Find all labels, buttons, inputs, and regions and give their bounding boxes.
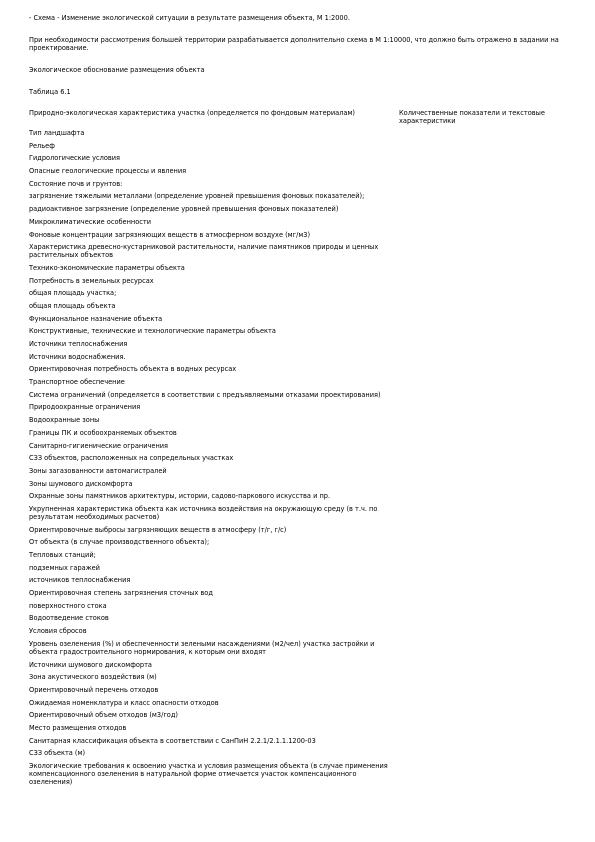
table-row: Тип ландшафта xyxy=(29,129,85,137)
table-row: Санитарно-гигиенические ограничения xyxy=(29,441,169,450)
column-header-characteristic: Природно-экологическая характеристика участка (определяется по фондовым материалам) xyxy=(29,109,355,117)
table-row: радиоактивное загрязнение (определение уровней превышения фоновых показателей) xyxy=(29,205,339,214)
intro-paragraph: При необходимости рассмотрения большей территории разрабатывается дополнительно схема в М 1:10000, что должно быть отражено в задании на проектирование. xyxy=(29,36,559,52)
table-row: Состояние почв и грунтов: xyxy=(29,179,123,188)
section-title: Экологическое обоснование размещения объекта xyxy=(29,66,205,74)
table-header xyxy=(29,109,574,125)
table-caption: Таблица 6.1 xyxy=(29,88,71,96)
table-row: Природоохранные ограничения xyxy=(29,403,141,412)
table-row: поверхностного стока xyxy=(29,601,107,610)
table-row: Ориентировочный объем отходов (м3/год) xyxy=(29,711,178,720)
ecology-table xyxy=(29,109,574,786)
table-row: Тепловых станций; xyxy=(29,551,96,559)
table-row: СЗЗ объектов, расположенных на сопредельных участках xyxy=(29,454,234,463)
table-row: Водоотведение стоков xyxy=(29,614,109,623)
column-header-indicators: Количественные показатели и текстовые характеристики xyxy=(399,109,545,125)
table-row: Условия сбросов xyxy=(29,627,87,636)
table-row: Ориентировочная потребность объекта в водных ресурсах xyxy=(29,365,237,374)
table-row: Транспортное обеспечение xyxy=(29,378,125,387)
table-row: источников теплоснабжения xyxy=(29,576,131,585)
table-row: Охранные зоны памятников архитектуры, истории, садово-паркового искусства и пр. xyxy=(29,492,331,501)
table-row: Конструктивные, технические и технологические параметры объекта xyxy=(29,327,276,336)
table-row: Технико-экономические параметры объекта xyxy=(29,263,185,272)
table-row: Фоновые концентрации загрязняющих веществ в атмосферном воздухе (мг/м3) xyxy=(29,230,311,239)
table-row: Ориентировочная степень загрязнения сточных вод xyxy=(29,589,213,598)
table-row: Ожидаемая номенклатура и класс опасности отходов xyxy=(29,698,219,707)
table-row: Источники теплоснабжения xyxy=(29,340,128,348)
table-row: Зона акустического воздействия (м) xyxy=(29,673,157,682)
table-row: Потребность в земельных ресурсах xyxy=(29,276,154,285)
table-row: Экологические требования к освоению участка и условия размещения объекта (в случае применения компенсационного озеленения в натуральной форме отмечается участок компенсационного озеленения) xyxy=(29,762,388,786)
table-row: Уровень озеленения (%) и обеспеченности зелеными насаждениями (м2/чел) участка застройки и объекта градостроительного нормирования, к которым они входят xyxy=(29,639,375,656)
scheme-line: - Схема - Изменение экологической ситуации в результате размещения объекта, М 1:2000. xyxy=(29,14,350,22)
table-row: От объекта (в случае производственного объекта); xyxy=(29,538,210,547)
table-row: Место размещения отходов xyxy=(29,723,127,732)
table-row: Характеристика древесно-кустарниковой растительности, наличие памятников природы и ценных растительных объектов xyxy=(29,243,379,260)
table-row: общая площадь участка; xyxy=(29,289,117,298)
table-row: Водоохранные зоны xyxy=(29,416,100,425)
table-row: Система ограничений (определяется в соответствии с предъявляемыми отказами проектирования) xyxy=(29,390,381,399)
table-row: Ориентировочные выбросы загрязняющих веществ в атмосферу (т/г, г/с) xyxy=(29,525,287,534)
table-row: Источники шумового дискомфорта xyxy=(29,660,152,669)
table-row: Функциональное назначение объекта xyxy=(29,314,163,323)
table-row: Гидрологические условия xyxy=(29,154,120,163)
table-row: Микроклиматические особенности xyxy=(29,217,152,226)
table-row: Источники водоснабжения. xyxy=(29,352,126,361)
table-row: Границы ПК и особоохраняемых объектов xyxy=(29,428,177,437)
table-row: Укрупненная характеристика объекта как источника воздействия на окружающую среду (в т.ч. по результатам необходимых расчетов) xyxy=(29,504,378,521)
table-row: Зоны загазованности автомагистралей xyxy=(29,466,167,475)
document-page xyxy=(29,14,574,791)
table-row: Рельеф xyxy=(29,141,55,150)
table-row: СЗЗ объекта (м) xyxy=(29,749,86,758)
table-body xyxy=(29,129,574,786)
table-row: Опасные геологические процессы и явления xyxy=(29,167,187,176)
table-row: общая площадь объекта xyxy=(29,301,116,310)
table-row: Санитарная классификация объекта в соответствии с СанПиН 2.2.1/2.1.1.1200-03 xyxy=(29,736,316,745)
table-row: Зоны шумового дискомфорта xyxy=(29,479,133,488)
table-row: подземных гаражей xyxy=(29,563,100,572)
table-row: Ориентировочный перечень отходов xyxy=(29,685,159,694)
table-row: загрязнение тяжелыми металлами (определение уровней превышения фоновых показателей); xyxy=(29,192,365,201)
